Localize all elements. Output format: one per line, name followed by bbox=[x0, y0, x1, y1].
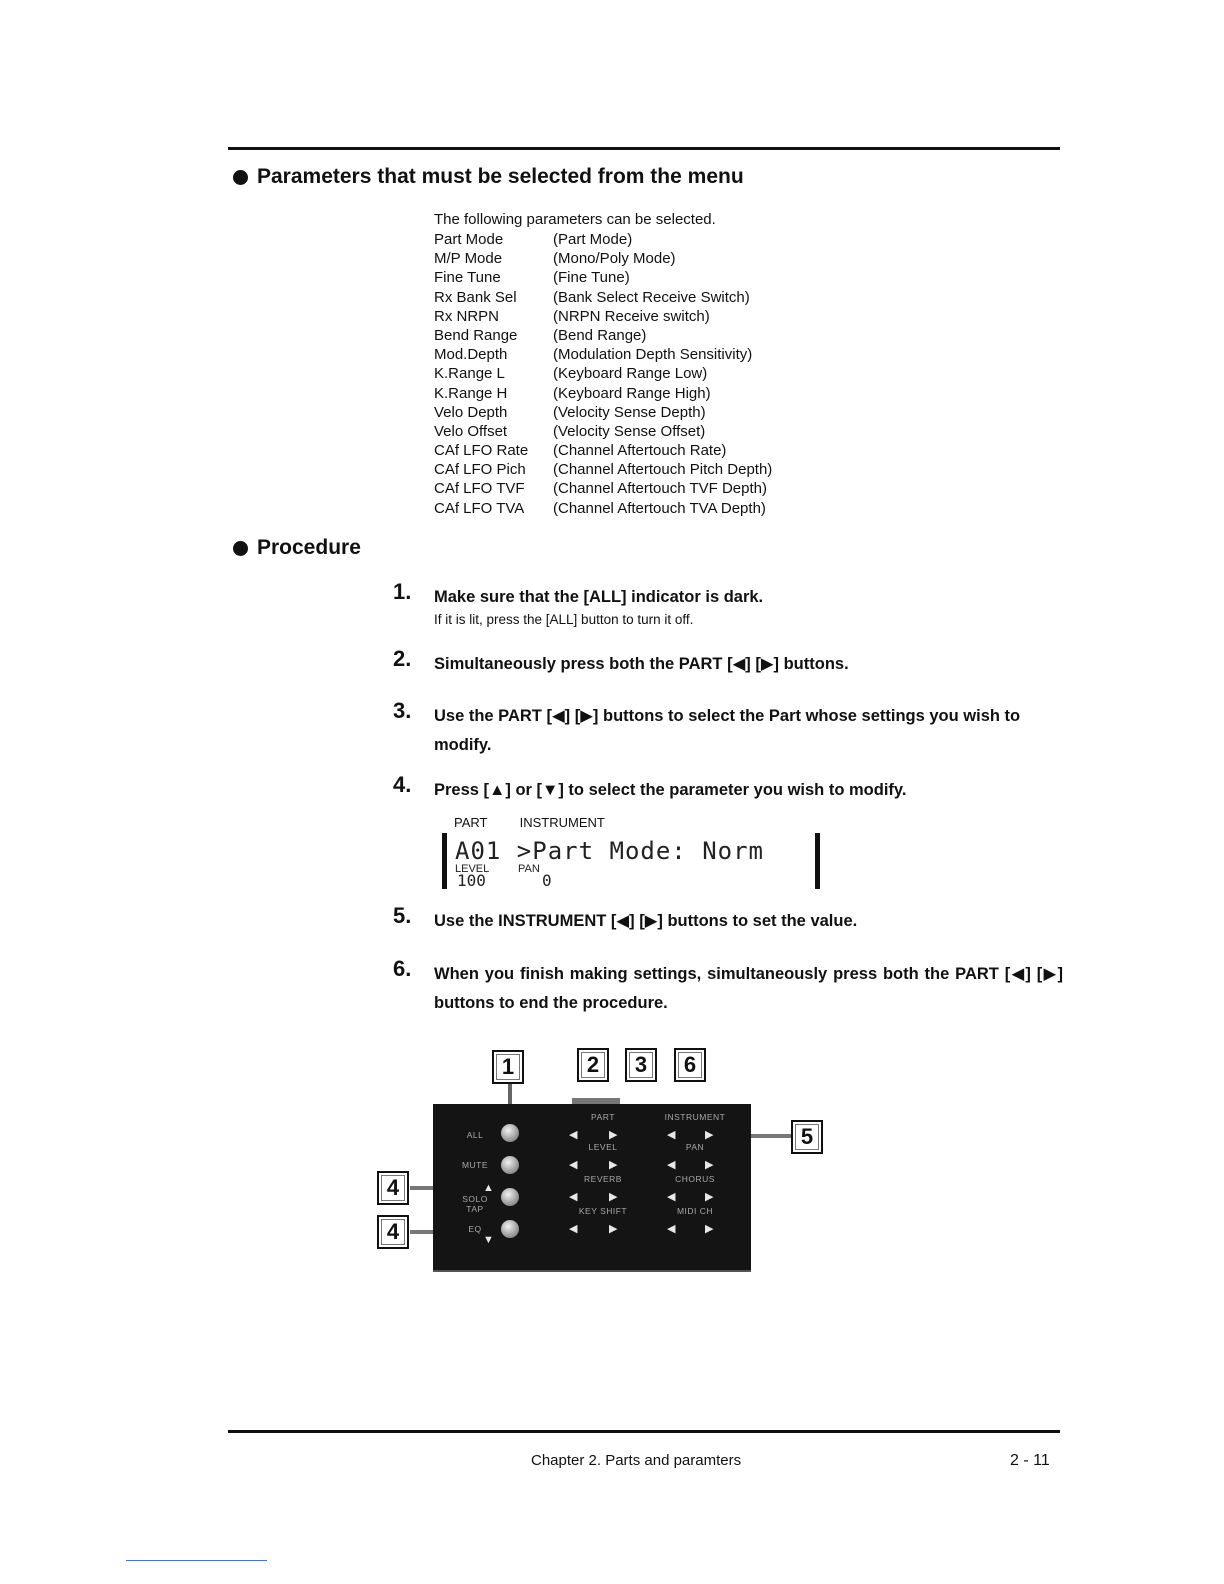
panel-label-chorus: CHORUS bbox=[675, 1174, 715, 1184]
instrument-right-button[interactable]: ▶ bbox=[705, 1129, 714, 1141]
panel-label-key-shift: KEY SHIFT bbox=[578, 1206, 628, 1216]
panel-label-eq: EQ bbox=[468, 1224, 482, 1234]
lcd-header-labels bbox=[454, 815, 605, 830]
parameter-row: K.Range H (Keyboard Range High) bbox=[434, 384, 711, 402]
callout-step-3: 3 bbox=[625, 1048, 657, 1082]
lcd-pan-label: PAN bbox=[518, 863, 540, 875]
panel-label-reverb: REVERB bbox=[584, 1174, 622, 1184]
lcd-pan-value: 0 bbox=[542, 871, 552, 890]
lcd-main-text: A01 >Part Mode: Norm bbox=[455, 837, 764, 865]
chorus-right-button[interactable]: ▶ bbox=[705, 1191, 714, 1203]
parameter-list bbox=[434, 230, 772, 518]
top-rule bbox=[228, 147, 1060, 150]
params-intro: The following parameters can be selected. bbox=[434, 211, 716, 228]
parameter-row: Velo Offset (Velocity Sense Offset) bbox=[434, 422, 706, 440]
callout-leader bbox=[750, 1134, 792, 1138]
midi-ch-right-button[interactable]: ▶ bbox=[705, 1223, 714, 1235]
parameter-row: Bend Range (Bend Range) bbox=[434, 326, 647, 344]
procedure-step: 3. Use the PART [◀] [▶] buttons to select the Part whose settings you wish to modify. bbox=[393, 698, 1021, 754]
level-left-button[interactable]: ◀ bbox=[569, 1159, 578, 1171]
lcd-label-instrument: INSTRUMENT bbox=[519, 815, 605, 830]
up-arrow-icon: ▲ bbox=[483, 1182, 494, 1194]
down-arrow-icon: ▼ bbox=[483, 1234, 494, 1246]
panel-label-level: LEVEL bbox=[588, 1142, 618, 1152]
reverb-right-button[interactable]: ▶ bbox=[609, 1191, 618, 1203]
parameter-row: Fine Tune (Fine Tune) bbox=[434, 269, 630, 287]
pan-right-button[interactable]: ▶ bbox=[705, 1159, 714, 1171]
callout-step-1: 1 bbox=[492, 1050, 524, 1084]
parameter-row: M/P Mode (Mono/Poly Mode) bbox=[434, 250, 676, 268]
parameter-row: Velo Depth (Velocity Sense Depth) bbox=[434, 403, 706, 421]
callout-step-4-down: 4 bbox=[377, 1215, 409, 1249]
section-heading-parameters bbox=[233, 165, 744, 189]
panel-label-all: ALL bbox=[466, 1130, 484, 1140]
panel-label-instrument: INSTRUMENT bbox=[664, 1112, 726, 1122]
bullet-icon bbox=[233, 541, 248, 556]
panel-label-part: PART bbox=[591, 1112, 615, 1122]
panel-label-midi-ch: MIDI CH bbox=[676, 1206, 714, 1216]
solo-up-button[interactable] bbox=[501, 1188, 519, 1206]
parameter-row: CAf LFO Rate (Channel Aftertouch Rate) bbox=[434, 442, 727, 460]
lcd-level-value: 100 bbox=[457, 871, 486, 890]
callout-step-4-up: 4 bbox=[377, 1171, 409, 1205]
key-shift-right-button[interactable]: ▶ bbox=[609, 1223, 618, 1235]
page-number: 2 - 11 bbox=[1010, 1452, 1050, 1469]
section-title: Procedure bbox=[257, 536, 361, 559]
parameter-row: CAf LFO TVF (Channel Aftertouch TVF Depth) bbox=[434, 480, 767, 498]
pan-left-button[interactable]: ◀ bbox=[667, 1159, 676, 1171]
front-panel-illustration bbox=[433, 1104, 751, 1270]
section-title: Parameters that must be selected from the menu bbox=[257, 165, 744, 188]
eq-down-button[interactable] bbox=[501, 1220, 519, 1238]
all-button[interactable] bbox=[501, 1124, 519, 1142]
procedure-step: 2. Simultaneously press both the PART [◀] [▶] buttons. bbox=[393, 646, 849, 673]
procedure-step: 6. When you finish making settings, simultaneously press both the PART [◀] [▶] buttons to end the procedure. bbox=[393, 956, 1063, 1012]
footer-chapter: Chapter 2. Parts and paramters bbox=[531, 1452, 742, 1469]
procedure-step: 5. Use the INSTRUMENT [◀] [▶] buttons to set the value. bbox=[393, 903, 858, 930]
midi-ch-left-button[interactable]: ◀ bbox=[667, 1223, 676, 1235]
reverb-left-button[interactable]: ◀ bbox=[569, 1191, 578, 1203]
panel-label-tap: TAP bbox=[466, 1204, 484, 1214]
parameter-row: Mod.Depth (Modulation Depth Sensitivity) bbox=[434, 346, 753, 364]
instrument-left-button[interactable]: ◀ bbox=[667, 1129, 676, 1141]
panel-label-solo: SOLO bbox=[462, 1194, 488, 1204]
part-right-button[interactable]: ▶ bbox=[609, 1129, 618, 1141]
callout-step-6: 6 bbox=[674, 1048, 706, 1082]
procedure-step: 4. Press [▲] or [▼] to select the parameter you wish to modify. bbox=[393, 772, 907, 799]
section-heading-procedure bbox=[233, 536, 361, 560]
panel-label-pan: PAN bbox=[685, 1142, 705, 1152]
parameter-row: K.Range L (Keyboard Range Low) bbox=[434, 365, 708, 383]
key-shift-left-button[interactable]: ◀ bbox=[569, 1223, 578, 1235]
parameter-row: CAf LFO Pich (Channel Aftertouch Pitch Depth) bbox=[434, 461, 773, 479]
bullet-icon bbox=[233, 170, 248, 185]
procedure-step: 1. Make sure that the [ALL] indicator is dark. If it is lit, press the [ALL] button to turn it off. bbox=[393, 579, 764, 627]
mute-button[interactable] bbox=[501, 1156, 519, 1174]
bottom-rule bbox=[228, 1430, 1060, 1433]
callout-step-2: 2 bbox=[577, 1048, 609, 1082]
parameter-row: CAf LFO TVA (Channel Aftertouch TVA Depth) bbox=[434, 499, 766, 517]
level-right-button[interactable]: ▶ bbox=[609, 1159, 618, 1171]
lcd-display bbox=[442, 833, 820, 889]
part-left-button[interactable]: ◀ bbox=[569, 1129, 578, 1141]
parameter-row: Rx Bank Sel (Bank Select Receive Switch) bbox=[434, 288, 750, 306]
panel-label-mute: MUTE bbox=[461, 1160, 489, 1170]
lcd-label-part: PART bbox=[454, 815, 488, 830]
lcd-level-label: LEVEL bbox=[455, 863, 490, 875]
footnote-rule bbox=[126, 1560, 267, 1561]
parameter-row: Rx NRPN (NRPN Receive switch) bbox=[434, 307, 710, 325]
parameter-row: Part Mode (Part Mode) bbox=[434, 231, 633, 248]
chorus-left-button[interactable]: ◀ bbox=[667, 1191, 676, 1203]
callout-step-5: 5 bbox=[791, 1120, 823, 1154]
